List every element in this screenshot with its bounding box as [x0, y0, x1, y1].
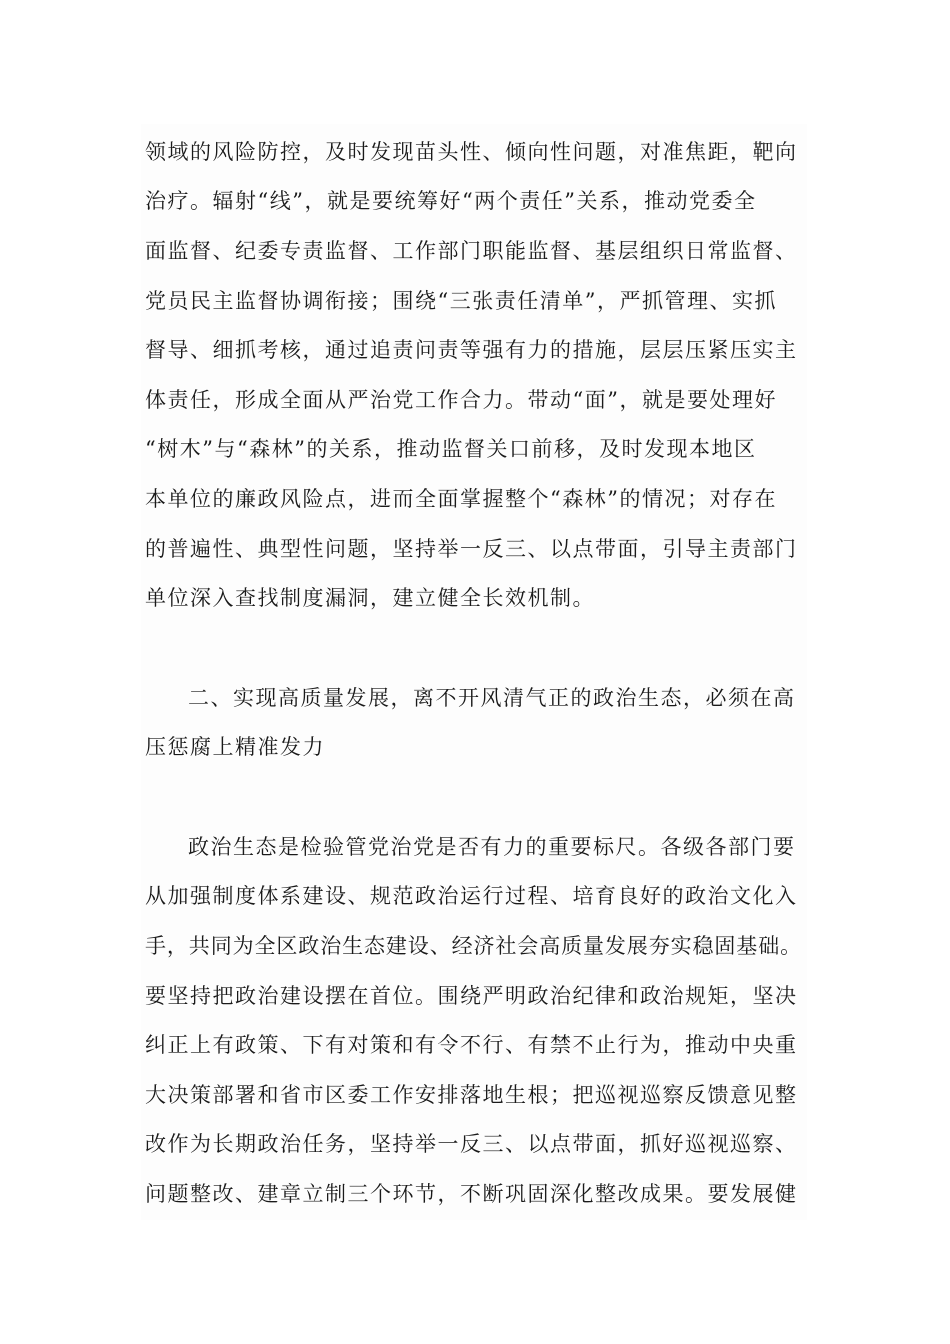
paragraph-1-line-5: 督导、细抓考核，通过追责问责等强有力的措施，层层压紧压实主	[145, 338, 798, 362]
paragraph-2-line-4: 要坚持把政治建设摆在首位。围绕严明政治纪律和政治规矩，坚决	[145, 984, 798, 1008]
paragraph-2-line-6: 大决策部署和省市区委工作安排落地生根；把巡视巡察反馈意见整	[145, 1083, 798, 1107]
paragraph-1-line-4: 党员民主监督协调衔接；围绕“三张责任清单”，严抓管理、实抓	[145, 289, 777, 313]
paragraph-2-line-5: 纠正上有政策、下有对策和有令不行、有禁不止行为，推动中央重	[145, 1033, 798, 1057]
paragraph-1-line-3: 面监督、纪委专责监督、工作部门职能监督、基层组织日常监督、	[145, 239, 798, 263]
paragraph-1-line-6: 体责任，形成全面从严治党工作合力。带动“面”，就是要处理好	[145, 388, 777, 412]
paragraph-1-line-1: 领域的风险防控，及时发现苗头性、倾向性问题，对准焦距，靶向	[145, 140, 798, 164]
paragraph-2-line-7: 改作为长期政治任务，坚持举一反三、以点带面，抓好巡视巡察、	[145, 1132, 798, 1156]
paragraph-2-line-8: 问题整改、建章立制三个环节，不断巩固深化整改成果。要发展健	[145, 1182, 798, 1206]
paragraph-1-line-9: 的普遍性、典型性问题，坚持举一反三、以点带面，引导主责部门	[145, 537, 798, 561]
paragraph-2-line-3: 手，共同为全区政治生态建设、经济社会高质量发展夯实稳固基础。	[145, 934, 802, 958]
paragraph-1-line-10: 单位深入查找制度漏洞，建立健全长效机制。	[145, 586, 595, 610]
paragraph-2-line-2: 从加强制度体系建设、规范政治运行过程、培育良好的政治文化入	[145, 884, 798, 908]
section-heading-line-1: 二、实现高质量发展，离不开风清气正的政治生态，必须在高	[188, 686, 796, 710]
paragraph-1-line-2: 治疗。辐射“线”，就是要统筹好“两个责任”关系，推动党委全	[145, 189, 757, 213]
section-heading-line-2: 压惩腐上精准发力	[145, 735, 325, 759]
paragraph-1-line-7: “树木”与“森林”的关系，推动监督关口前移，及时发现本地区	[145, 437, 757, 461]
paragraph-1-line-8: 本单位的廉政风险点，进而全面掌握整个“森林”的情况；对存在	[145, 487, 777, 511]
paragraph-2-line-1: 政治生态是检验管党治党是否有力的重要标尺。各级各部门要	[188, 835, 796, 859]
